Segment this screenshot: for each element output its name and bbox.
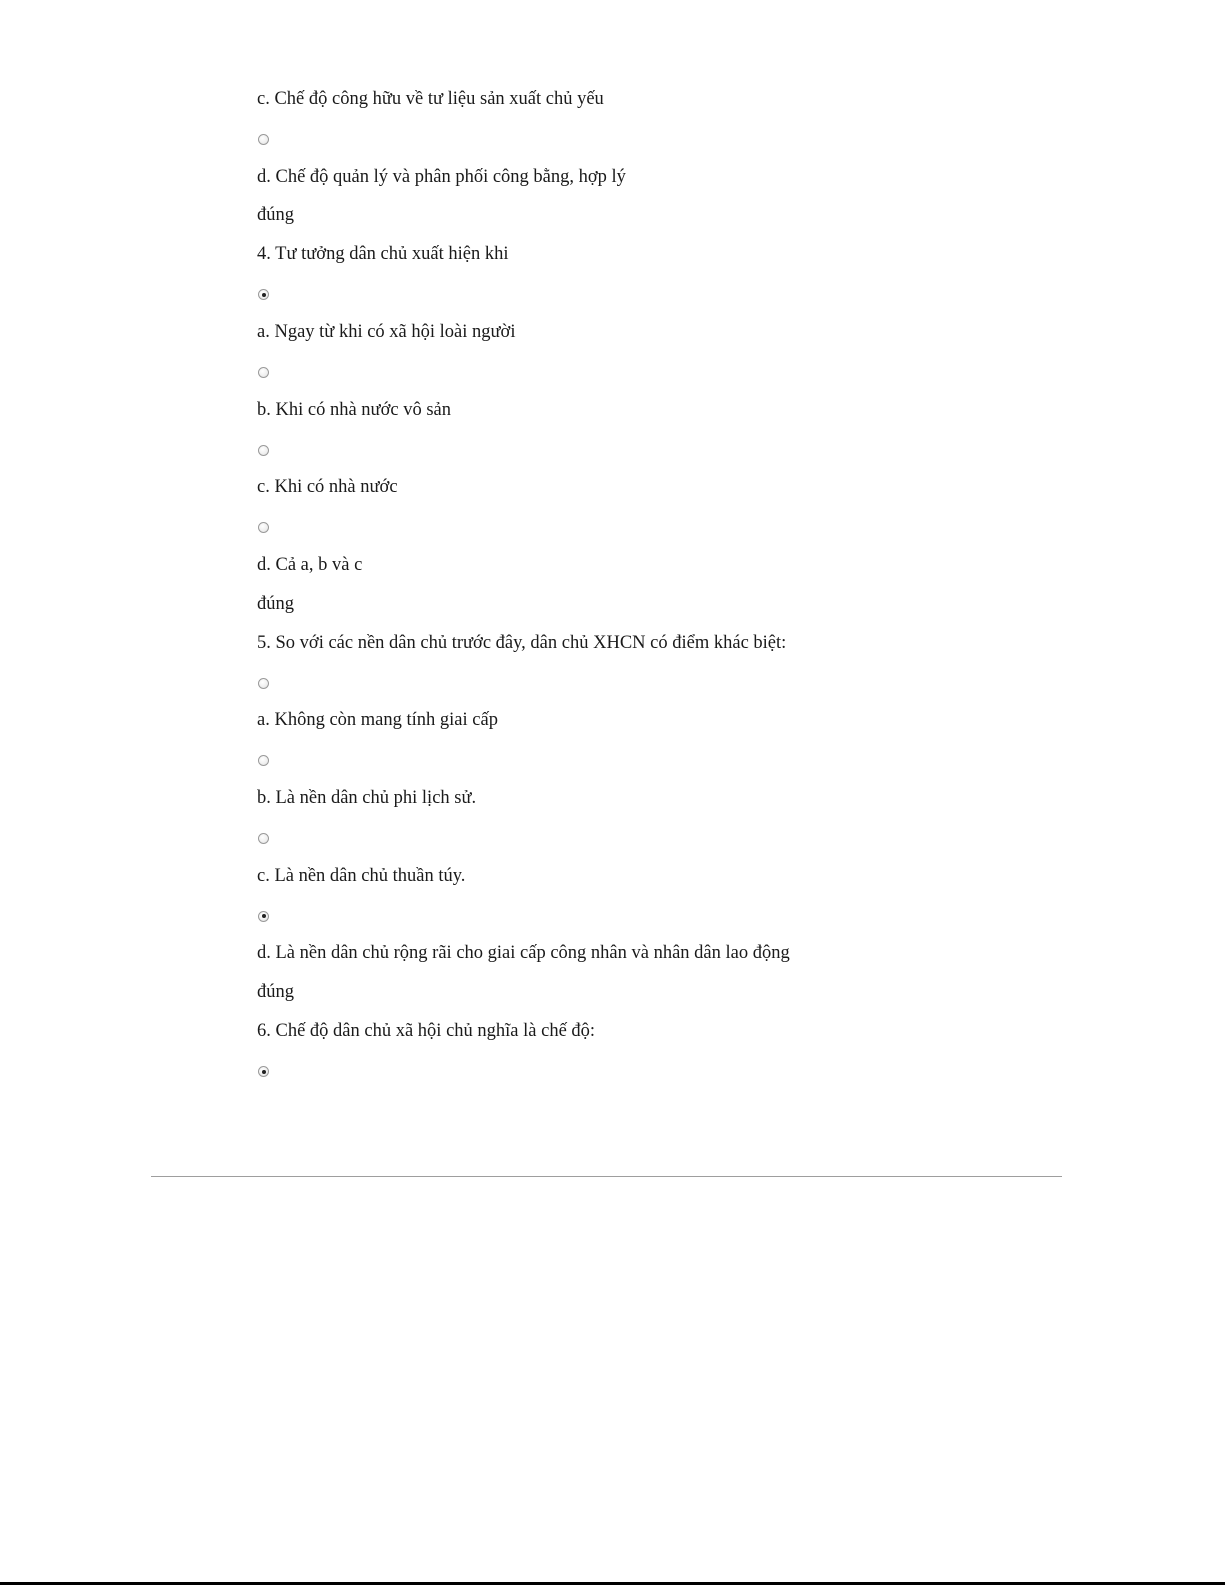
answer-option-text: c. Là nền dân chủ thuần túy. bbox=[257, 865, 466, 886]
radio-row bbox=[257, 663, 1077, 702]
correct-label-text: đúng bbox=[257, 593, 294, 614]
correct-label bbox=[257, 197, 1077, 236]
radio-button-selected[interactable] bbox=[258, 289, 269, 300]
answer-option bbox=[257, 158, 1077, 197]
question-text bbox=[257, 624, 1077, 663]
radio-row bbox=[257, 740, 1077, 779]
answer-option bbox=[257, 857, 1077, 896]
answer-option bbox=[257, 546, 1077, 585]
answer-option bbox=[257, 935, 1077, 974]
correct-label bbox=[257, 585, 1077, 624]
radio-row bbox=[257, 119, 1077, 158]
question-text-text: 6. Chế độ dân chủ xã hội chủ nghĩa là chế độ: bbox=[257, 1021, 596, 1042]
radio-button[interactable] bbox=[258, 367, 269, 378]
radio-row bbox=[257, 1051, 1077, 1090]
correct-label-text: đúng bbox=[257, 205, 294, 226]
quiz-content bbox=[257, 80, 1077, 1090]
radio-row bbox=[257, 896, 1077, 935]
radio-row bbox=[257, 430, 1077, 469]
radio-button[interactable] bbox=[258, 678, 269, 689]
answer-option-text: a. Không còn mang tính giai cấp bbox=[257, 710, 498, 731]
radio-button[interactable] bbox=[258, 755, 269, 766]
radio-button[interactable] bbox=[258, 522, 269, 533]
answer-option-text: a. Ngay từ khi có xã hội loài người bbox=[257, 321, 516, 342]
radio-row bbox=[257, 274, 1077, 313]
answer-option bbox=[257, 702, 1077, 741]
answer-option bbox=[257, 779, 1077, 818]
radio-row bbox=[257, 818, 1077, 857]
radio-row bbox=[257, 352, 1077, 391]
answer-option-text: d. Chế độ quản lý và phân phối công bằng, hợp lý bbox=[257, 166, 626, 187]
answer-option-text: c. Chế độ công hữu về tư liệu sản xuất chủ yếu bbox=[257, 88, 604, 109]
correct-label bbox=[257, 973, 1077, 1012]
question-text bbox=[257, 1012, 1077, 1051]
answer-option-text: c. Khi có nhà nước bbox=[257, 477, 398, 498]
answer-option bbox=[257, 80, 1077, 119]
correct-label-text: đúng bbox=[257, 982, 294, 1003]
radio-button[interactable] bbox=[258, 833, 269, 844]
page-divider bbox=[151, 1176, 1062, 1177]
radio-button-selected[interactable] bbox=[258, 1066, 269, 1077]
answer-option-text: b. Khi có nhà nước vô sản bbox=[257, 399, 451, 420]
radio-button[interactable] bbox=[258, 134, 269, 145]
answer-option-text: d. Cả a, b và c bbox=[257, 555, 363, 576]
answer-option bbox=[257, 391, 1077, 430]
radio-button-selected[interactable] bbox=[258, 911, 269, 922]
answer-option bbox=[257, 468, 1077, 507]
answer-option bbox=[257, 313, 1077, 352]
radio-row bbox=[257, 507, 1077, 546]
question-text bbox=[257, 235, 1077, 274]
question-text-text: 4. Tư tưởng dân chủ xuất hiện khi bbox=[257, 244, 509, 265]
question-text-text: 5. So với các nền dân chủ trước đây, dân chủ XHCN có điểm khác biệt: bbox=[257, 632, 787, 653]
radio-button[interactable] bbox=[258, 445, 269, 456]
answer-option-text: d. Là nền dân chủ rộng rãi cho giai cấp công nhân và nhân dân lao động bbox=[257, 943, 790, 964]
answer-option-text: b. Là nền dân chủ phi lịch sử. bbox=[257, 788, 477, 809]
